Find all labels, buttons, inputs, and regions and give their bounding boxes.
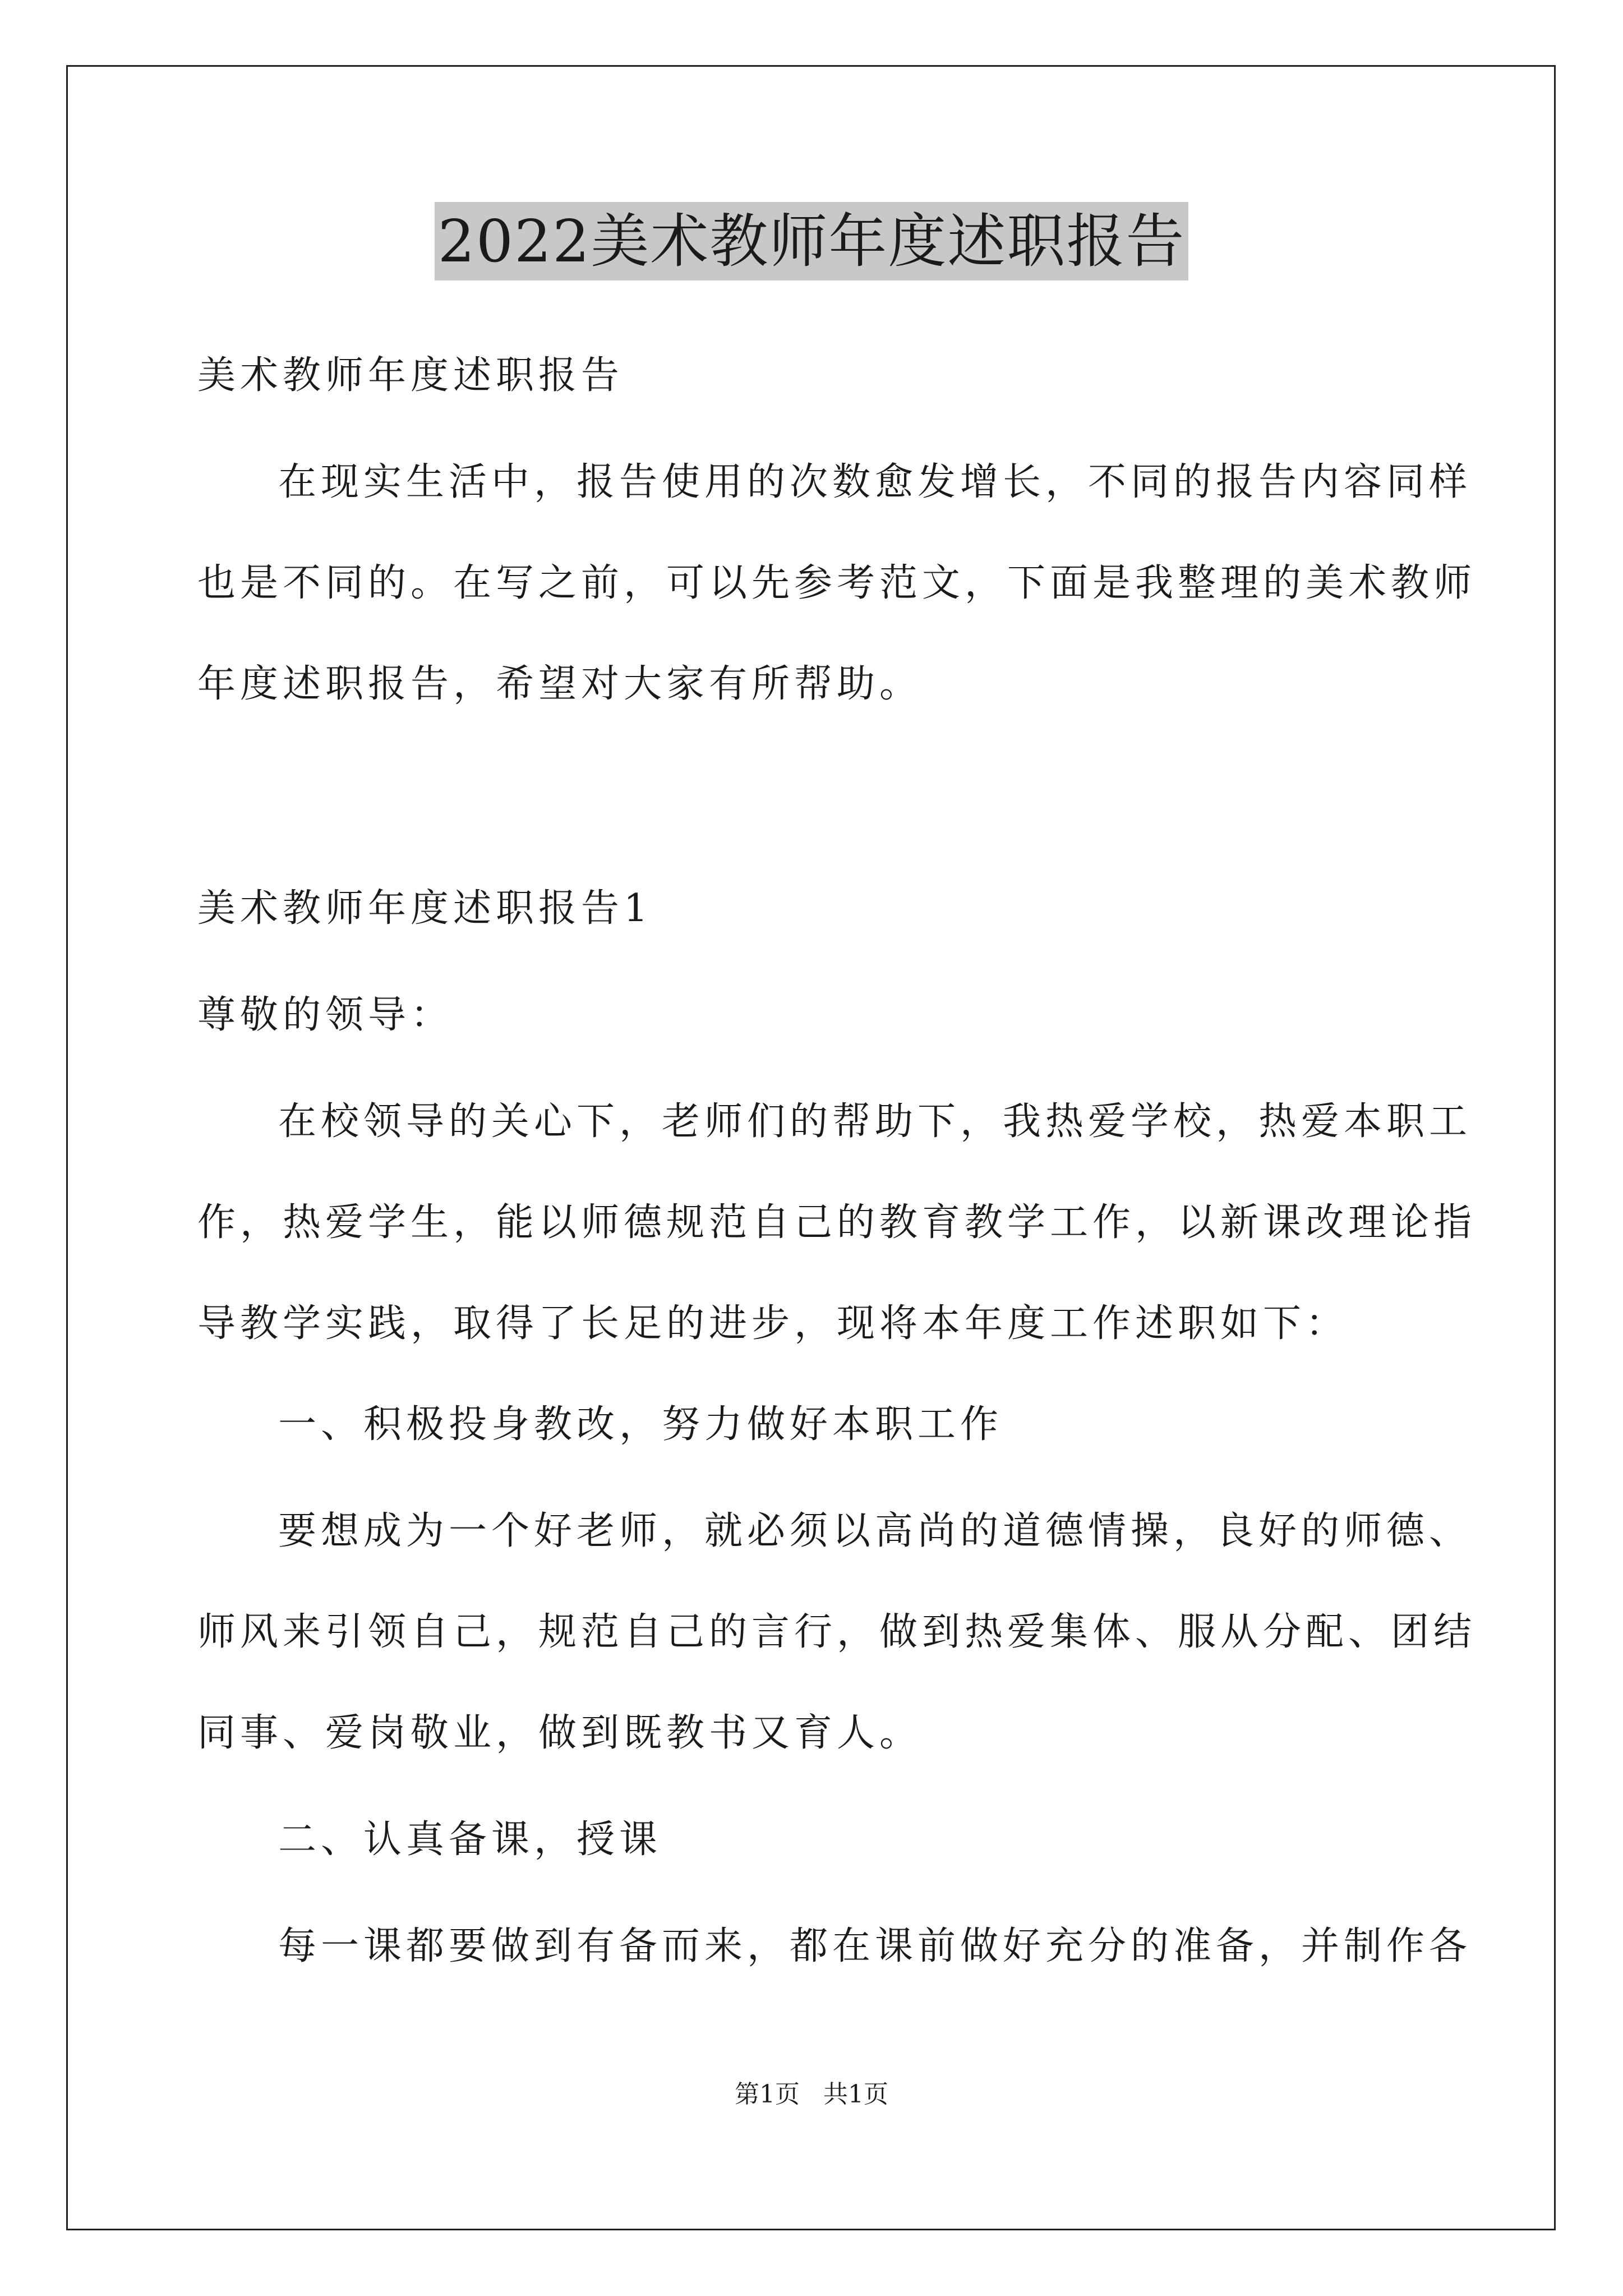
paragraph-line: 同事、爱岗敬业，做到既教书又育人。 [197,1711,923,1755]
subheading: 一、积极投身教改，努力做好本职工作 [278,1402,1003,1447]
page-footer [0,2078,1623,2111]
document-title: 2022美术教师年度述职报告 [435,202,1189,280]
subtitle-line: 美术教师年度述职报告 [197,353,624,398]
title-container [0,202,1623,280]
paragraph-line: 年度述职报告，希望对大家有所帮助。 [197,662,923,706]
paragraph-line: 作，热爱学生，能以师德规范自己的教育教学工作，以新课改理论指 [197,1200,1477,1245]
paragraph-line: 导教学实践，取得了长足的进步，现将本年度工作述职如下： [197,1301,1349,1346]
paragraph-line: 师风来引领自己，规范自己的言行，做到热爱集体、服从分配、团结 [197,1610,1477,1654]
salutation: 尊敬的领导： [197,993,454,1037]
section-heading: 美术教师年度述职报告1 [197,886,653,931]
subheading: 二、认真备课，授课 [278,1818,662,1862]
page-total: 共1页 [823,2080,888,2109]
paragraph-line: 在现实生活中，报告使用的次数愈发增长，不同的报告内容同样 [278,460,1472,504]
paragraph-line: 在校领导的关心下，老师们的帮助下，我热爱学校，热爱本职工 [278,1099,1472,1144]
paragraph-line: 也是不同的。在写之前，可以先参考范文，下面是我整理的美术教师 [197,561,1477,605]
paragraph-line: 每一课都要做到有备而来，都在课前做好充分的准备，并制作各 [278,1924,1472,1968]
paragraph-line: 要想成为一个好老师，就必须以高尚的道德情操，良好的师德、 [278,1509,1472,1553]
page-number: 第1页 [735,2080,800,2109]
